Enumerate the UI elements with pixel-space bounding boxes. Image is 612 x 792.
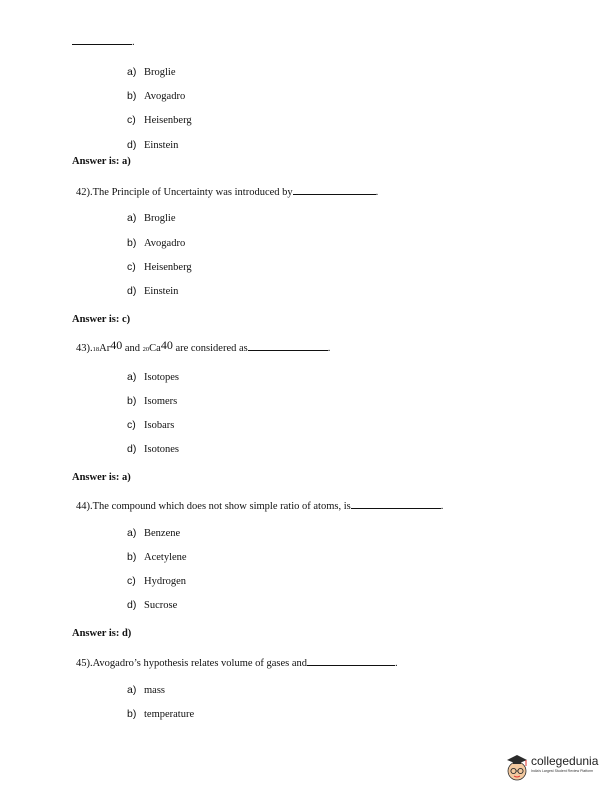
option-item: b) temperature	[127, 708, 195, 720]
option-item: b) Avogadro	[127, 237, 186, 249]
answer-line: Answer is: a)	[72, 472, 131, 483]
option-item: b) Avogadro	[127, 90, 186, 102]
option-item: d) Einstein	[127, 285, 179, 297]
mascot-icon	[505, 752, 531, 782]
question-45: 45).Avogadro’s hypothesis relates volume of gases and .	[76, 655, 398, 669]
option-item: c) Isobars	[127, 419, 175, 431]
option-item: a) Benzene	[127, 527, 181, 539]
option-item: c) Hydrogen	[127, 575, 186, 587]
option-item: a) Isotopes	[127, 371, 179, 383]
answer-line: Answer is: a)	[72, 156, 131, 167]
option-item: a) mass	[127, 684, 165, 696]
answer-line: Answer is: c)	[72, 314, 131, 325]
option-item: c) Heisenberg	[127, 114, 192, 126]
logo-tagline: India's Largest Student Review Platform	[531, 769, 594, 773]
question-43: 43).18Ar40 and 20Ca40 are considered as .	[76, 338, 331, 354]
q41-blank-line: .	[72, 34, 135, 48]
answer-line: Answer is: d)	[72, 628, 132, 639]
option-item: b) Isomers	[127, 395, 178, 407]
atom1-symbol: Ar	[99, 343, 111, 354]
atom2-superscript: 40	[160, 338, 173, 352]
atom2-subscript: 20	[142, 346, 150, 353]
atom1-superscript: 40	[110, 338, 123, 352]
question-44: 44).The compound which does not show simple ratio of atoms, is .	[76, 498, 443, 512]
option-item: d) Sucrose	[127, 599, 178, 611]
option-item: a) Broglie	[127, 212, 176, 224]
option-item: d) Einstein	[127, 139, 179, 151]
atom1-subscript: 18	[92, 346, 100, 353]
option-item: a) Broglie	[127, 66, 176, 78]
option-item: b) Acetylene	[127, 551, 187, 563]
question-42: 42).The Principle of Uncertainty was introduced by .	[76, 184, 378, 198]
atom2-symbol: Ca	[149, 343, 161, 354]
option-item: d) Isotones	[127, 443, 179, 455]
option-item: c) Heisenberg	[127, 261, 192, 273]
collegedunia-logo[interactable]	[505, 752, 601, 784]
logo-wordmark: collegedunia	[531, 754, 599, 768]
